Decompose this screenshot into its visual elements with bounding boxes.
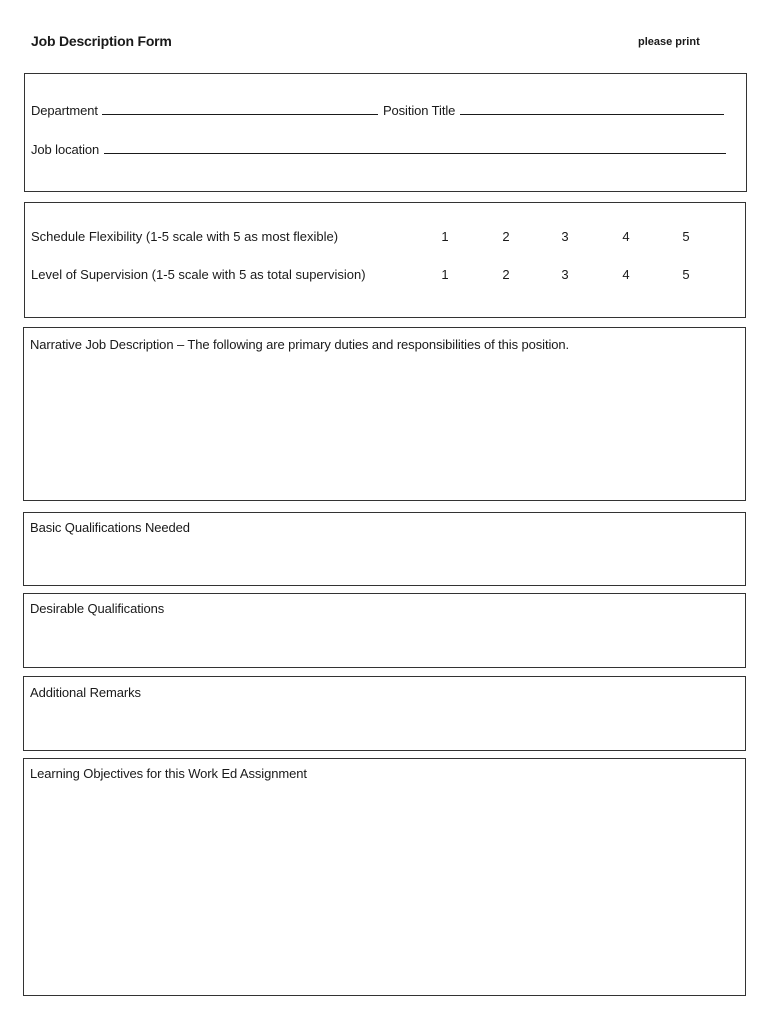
- learning-objectives-box[interactable]: [23, 758, 746, 996]
- rating-option-5[interactable]: 5: [682, 229, 690, 244]
- print-instruction: please print: [638, 36, 700, 48]
- position-title-field[interactable]: [460, 102, 724, 115]
- ratings-box: [24, 202, 746, 318]
- rating-option-3[interactable]: 3: [561, 267, 569, 282]
- rating-row-schedule-flexibility: [31, 229, 739, 247]
- rating-option-3[interactable]: 3: [561, 229, 569, 244]
- job-location-row: [31, 141, 727, 157]
- rating-label: Level of Supervision (1-5 scale with 5 as total supervision): [31, 267, 366, 282]
- basic-qualifications-box[interactable]: [23, 512, 746, 586]
- additional-remarks-label: Additional Remarks: [30, 685, 141, 700]
- page-title: Job Description Form: [31, 33, 172, 49]
- rating-option-4[interactable]: 4: [622, 229, 630, 244]
- additional-remarks-box[interactable]: [23, 676, 746, 751]
- rating-label: Schedule Flexibility (1-5 scale with 5 as most flexible): [31, 229, 339, 244]
- desirable-qualifications-box[interactable]: [23, 593, 746, 668]
- department-field[interactable]: [102, 102, 378, 115]
- rating-option-5[interactable]: 5: [682, 267, 690, 282]
- desirable-qualifications-label: Desirable Qualifications: [30, 601, 165, 616]
- job-location-field[interactable]: [104, 141, 726, 154]
- narrative-job-description-box[interactable]: [23, 327, 746, 501]
- narrative-job-description-label: Narrative Job Description – The following are primary duties and responsibilities of this position.: [30, 337, 570, 352]
- learning-objectives-label: Learning Objectives for this Work Ed Assignment: [30, 766, 307, 781]
- rating-option-2[interactable]: 2: [502, 229, 510, 244]
- position-info-box: [24, 73, 747, 192]
- department-label: Department: [31, 103, 98, 118]
- job-location-label: Job location: [31, 142, 100, 157]
- rating-option-4[interactable]: 4: [622, 267, 630, 282]
- department-row: [31, 102, 725, 118]
- basic-qualifications-label: Basic Qualifications Needed: [30, 520, 190, 535]
- rating-option-1[interactable]: 1: [441, 229, 449, 244]
- rating-option-2[interactable]: 2: [502, 267, 510, 282]
- position-title-label: Position Title: [382, 103, 456, 118]
- rating-option-1[interactable]: 1: [441, 267, 449, 282]
- rating-row-level-of-supervision: [31, 267, 739, 285]
